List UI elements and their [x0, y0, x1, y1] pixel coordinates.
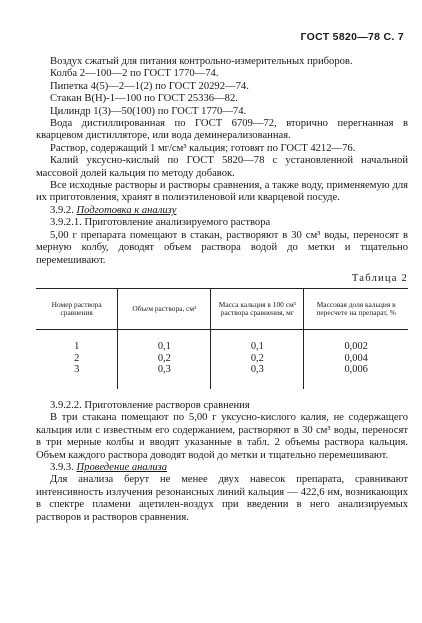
reference-solutions-table [36, 288, 408, 389]
table-row [36, 330, 408, 353]
table-cell: 0,3 [211, 364, 304, 389]
equipment-item: Пипетка 4(5)—2—1(2) по ГОСТ 20292—74. [50, 80, 249, 92]
column-header: Номер раствора сравнения [36, 289, 118, 330]
section-title: Проведение анализа [76, 461, 168, 473]
equipment-item: Колба 2—100—2 по ГОСТ 1770—74. [50, 68, 219, 80]
section-3-9-3-heading [36, 462, 408, 474]
section-number: 3.9.2.1. [50, 217, 82, 229]
section-number: 3.9.3. [50, 461, 74, 473]
page-header: ГОСТ 5820—78 С. 7 [300, 31, 404, 43]
table-cell: 3 [74, 363, 80, 375]
table-cell: 0,002 [304, 330, 408, 353]
column-header: Массовая доля кальция в пересчете на препарат, % [304, 289, 408, 330]
paragraph-potassium-acetate: Калий уксусно-кислый по ГОСТ 5820—78 с установленной начальной массовой долей кальция по методу добавок. [36, 155, 408, 179]
paragraph-storage: Все исходные растворы и растворы сравнения, а также воду, применяемую для их приготовления, хранят в полиэтиленовой или кварцевой посуде. [36, 180, 408, 204]
table-cell: 0,2 [118, 353, 211, 364]
paragraph-compressed-air: Воздух сжатый для питания контрольно-измерительных приборов. [50, 56, 353, 67]
document-body [36, 56, 408, 524]
table-cell: 0,3 [118, 364, 211, 389]
paragraph-water: Вода дистиллированная по ГОСТ 6709—72, вторично перегнанная в кварцевом дистилляторе, или вода деминерализованная. [36, 118, 408, 142]
paragraph-sample-preparation: 5,00 г препарата помещают в стакан, растворяют в 30 см³ воды, переносят в мерную колбу, доводят объем раствора водой до метки и тщательно перемешивают. [36, 229, 408, 266]
table-header-row [36, 289, 408, 330]
table-spacer [36, 389, 408, 400]
section-3-9-2-1-heading [36, 217, 408, 229]
table-row [36, 353, 408, 364]
table-cell: 0,2 [211, 353, 304, 364]
table-cell: 0,004 [304, 353, 408, 364]
section-title: Подготовка к анализу [76, 204, 177, 216]
table-cell: 0,1 [211, 330, 304, 353]
column-header: Объем раствора, см³ [118, 289, 211, 330]
section-number: 3.9.2. [50, 204, 74, 216]
table-cell: 0,1 [118, 330, 211, 353]
paragraph-reference-solutions: В три стакана помещают по 5,00 г уксусно-кислого калия, не содержащего кальция или с известным его содержанием, растворяют в 30 см³ воды, переносят в три мерные колбы и вводят указанные в табл. 2 объемы раствора кальция. Объем каждого раствора доводят водой до метки и тщательно перемешивают. [36, 412, 408, 461]
paragraph-analysis: Для анализа берут не менее двух навесок препарата, сравнивают интенсивность излучения резонансных линий кальция — 422,6 нм, возникающих в спектре пламени ацетилен-воздух при введении в него анализируемых растворов и растворов сравнения. [36, 474, 408, 523]
section-3-9-2-2-heading: 3.9.2.2. Приготовление растворов сравнения [50, 399, 250, 411]
paragraph-calcium-solution: Раствор, содержащий 1 мг/см³ кальция; готовят по ГОСТ 4212—76. [50, 142, 356, 154]
section-3-9-2-heading [36, 205, 408, 217]
table-cell: 1 [74, 341, 80, 353]
column-header: Масса кальция в 100 см³ раствора сравнения, мг [211, 289, 304, 330]
table-row [36, 364, 408, 389]
table-cell: 0,006 [304, 364, 408, 389]
equipment-item: Стакан В(Н)-1—100 по ГОСТ 25336—82. [50, 93, 238, 105]
equipment-item: Цилиндр 1(3)—50(100) по ГОСТ 1770—74. [50, 105, 247, 117]
table-caption: Таблица 2 [351, 272, 408, 284]
table-cell: 2 [74, 352, 80, 364]
section-title: Приготовление анализируемого раствора [84, 217, 271, 229]
